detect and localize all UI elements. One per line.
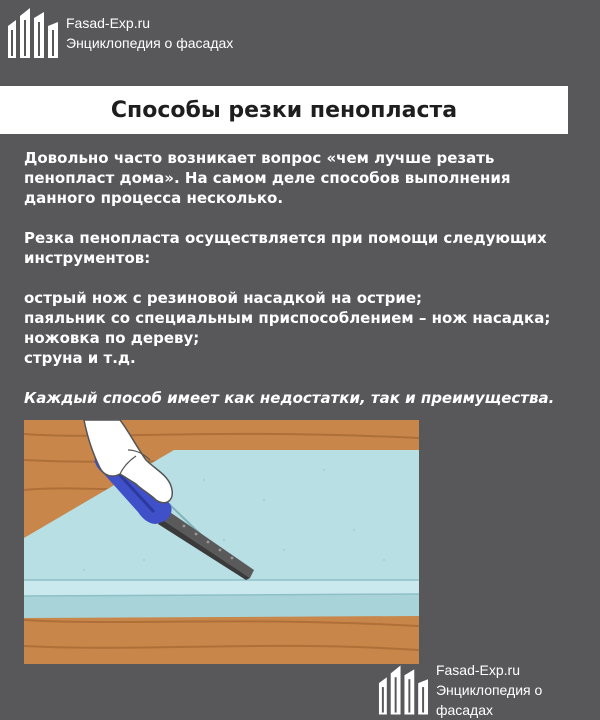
- building-logo-icon: [377, 663, 430, 717]
- intro-paragraph: Довольно часто возникает вопрос «чем лучше резать пенопласт дома». На самом деле способов выполнения данного процесса несколько.: [24, 149, 511, 207]
- building-logo-icon: [6, 6, 60, 60]
- page-title: Способы резки пенопласта: [110, 97, 458, 123]
- foam-cutting-illustration: [24, 420, 419, 664]
- list-item: острый нож с резиновой насадкой на острие;: [24, 289, 423, 307]
- title-bar: [0, 86, 568, 134]
- site-logo-bottom[interactable]: [377, 660, 600, 720]
- brand-name: Fasad-Exp.ru: [66, 15, 151, 31]
- tools-intro: Резка пенопласта осуществляется при помощи следующих инструментов:: [24, 229, 547, 267]
- article-body: [24, 148, 584, 408]
- list-item: струна и т.д.: [24, 349, 136, 367]
- brand-tagline: Энциклопедия о фасадах: [435, 682, 543, 718]
- note-text: Каждый способ имеет как недостатки, так и преимущества.: [24, 389, 555, 407]
- brand-tagline: Энциклопедия о фасадах: [66, 35, 234, 51]
- list-item: ножовка по дереву;: [24, 329, 200, 347]
- list-item: паяльник со специальным приспособлением – нож насадка;: [24, 309, 551, 327]
- site-logo-top[interactable]: [6, 6, 233, 60]
- brand-name: Fasad-Exp.ru: [435, 662, 520, 678]
- tools-list: [24, 288, 584, 368]
